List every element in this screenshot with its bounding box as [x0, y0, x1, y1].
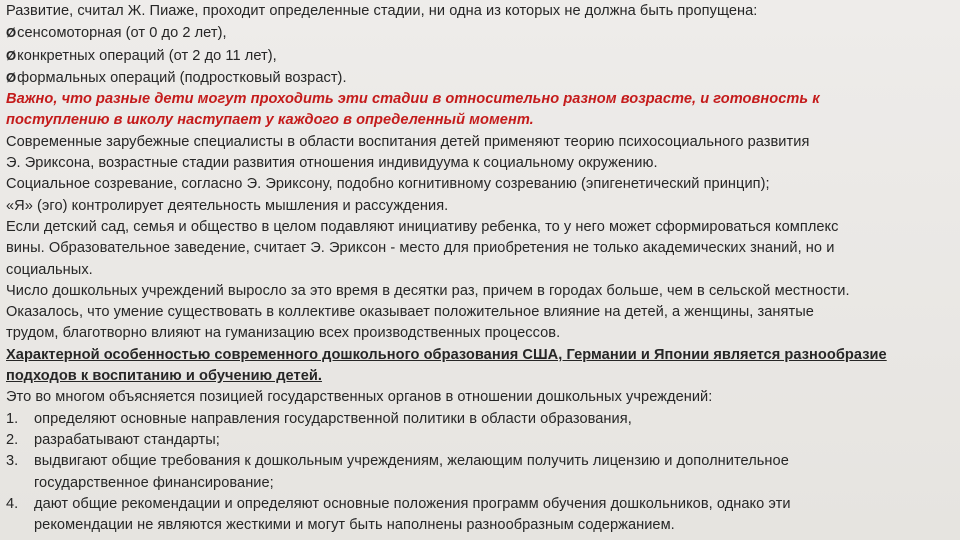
paragraph-line: «Я» (эго) контролирует деятельность мышления и рассуждения. — [6, 197, 449, 214]
paragraph-line: Э. Эриксона, возрастные стадии развития отношения индивидуума к социальному окружению. — [6, 155, 658, 172]
highlight-line: поступлению в школу наступает у каждого в определенный момент. — [6, 112, 534, 129]
paragraph-line: Если детский сад, семья и общество в целом подавляют инициативу ребенка, то у него может сформироваться комплекс — [6, 218, 839, 235]
bullet-text: сенсомоторная (от 0 до 2 лет), — [17, 25, 227, 42]
item-text: выдвигают общие требования к дошкольным учреждениям, желающим получить лицензию и дополнительное — [34, 453, 789, 470]
numbered-item — [6, 409, 954, 430]
underlined-heading-line: Характерной особенностью современного дошкольного образования США, Германии и Японии является разнообразие — [6, 346, 887, 363]
item-number: 1. — [6, 410, 19, 427]
bullet-item — [6, 45, 954, 67]
paragraph-line: Оказалось, что умение существовать в коллективе оказывает положительное влияние на детей, а женщины, занятые — [6, 304, 814, 321]
item-number: 2. — [6, 431, 19, 448]
paragraph-line: Социальное созревание, согласно Э. Эриксону, подобно когнитивному созреванию (эпигенетический принцип); — [6, 176, 770, 193]
paragraph-line: социальных. — [6, 261, 93, 278]
numbered-item — [6, 430, 954, 451]
item-number: 3. — [6, 453, 19, 470]
intro-line: Развитие, считал Ж. Пиаже, проходит определенные стадии, ни одна из которых не должна быть пропущена: — [6, 3, 758, 19]
item-text: дают общие рекомендации и определяют основные положения программ обучения дошкольников, однако эти — [34, 495, 791, 512]
underlined-heading-line: подходов к воспитанию и обучению детей. — [6, 368, 323, 385]
numbered-item — [6, 494, 954, 515]
bullet-item — [6, 67, 954, 89]
numbered-item — [6, 451, 954, 472]
bullet-item — [6, 22, 954, 44]
paragraph-line: Это во многом объясняется позицией государственных органов в отношении дошкольных учреждений: — [6, 389, 713, 406]
item-text: определяют основные направления государственной политики в области образования, — [34, 410, 632, 427]
bullet-text: конкретных операций (от 2 до 11 лет), — [17, 47, 277, 64]
highlight-line: Важно, что разные дети могут проходить эти стадии в относительно разном возрасте, и готовность к — [6, 91, 820, 108]
numbered-item-continuation: рекомендации не являются жесткими и могут быть наполнены разнообразным содержанием. — [34, 517, 675, 534]
bullet-text: формальных операций (подростковый возраст). — [17, 69, 347, 86]
arrow-bullet-icon: Ø — [6, 47, 17, 63]
paragraph-line: вины. Образовательное заведение, считает Э. Эриксон - место для приобретения не только академических знаний, но и — [6, 240, 835, 257]
paragraph-line: трудом, благотворно влияют на гуманизацию всех производственных процессов. — [6, 325, 561, 342]
numbered-item-continuation: государственное финансирование; — [34, 474, 274, 491]
arrow-bullet-icon: Ø — [6, 69, 17, 85]
item-text: разрабатывают стандарты; — [34, 431, 220, 448]
arrow-bullet-icon: Ø — [6, 25, 17, 41]
paragraph-line: Число дошкольных учреждений выросло за это время в десятки раз, причем в городах больше, чем в сельской местности. — [6, 282, 850, 299]
paragraph-line: Современные зарубежные специалисты в области воспитания детей применяют теорию психосоциального развития — [6, 133, 810, 150]
slide-text-body — [6, 1, 954, 536]
item-number: 4. — [6, 495, 19, 512]
